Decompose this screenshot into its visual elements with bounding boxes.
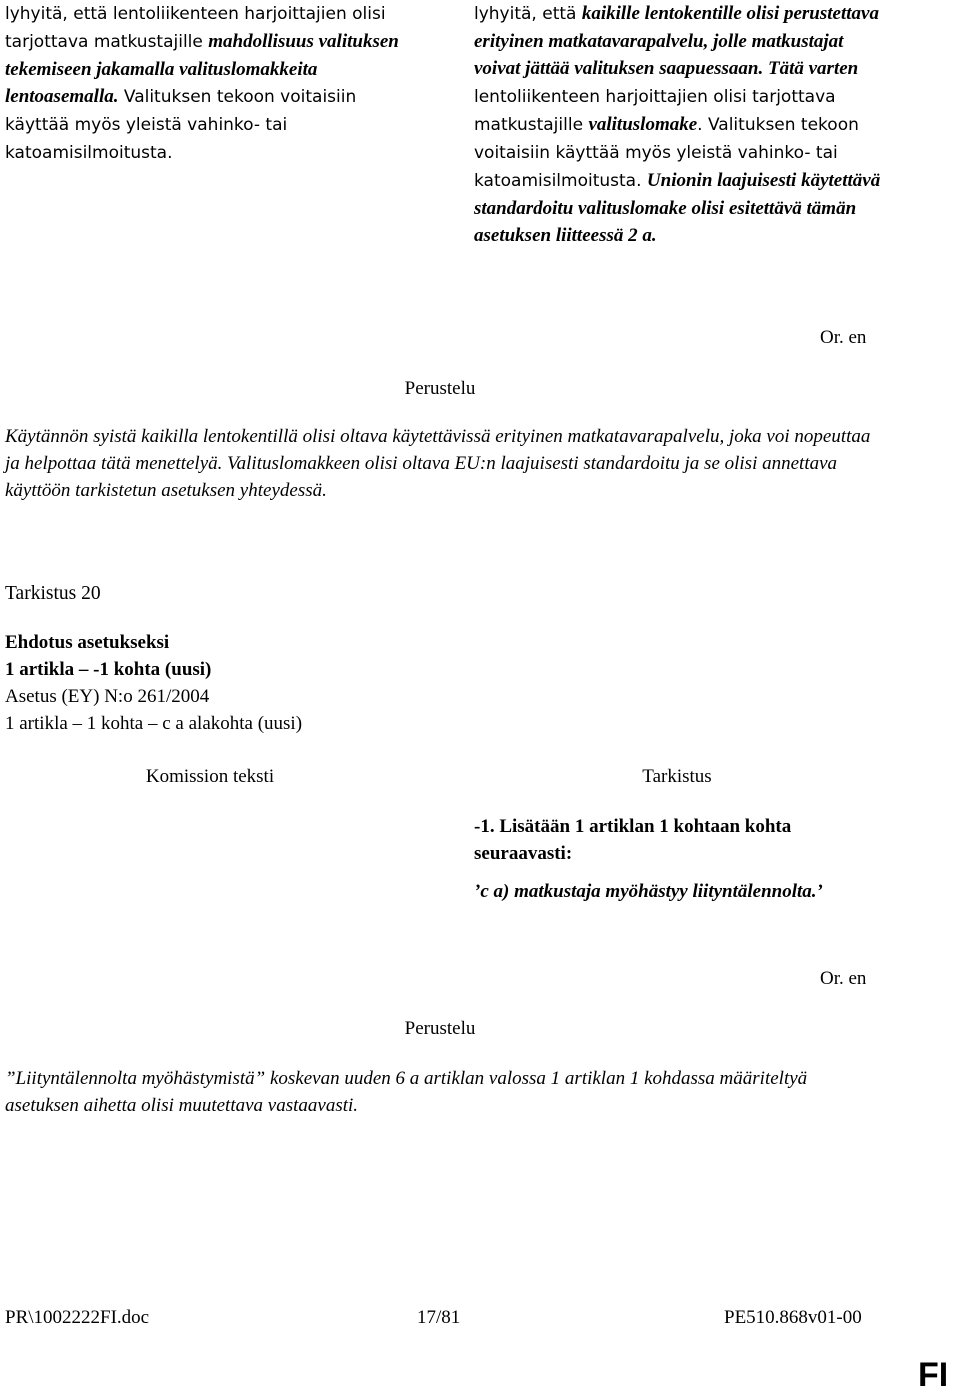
top-right-segment: . Valituksen tekoon voitaisiin käyttää myös yleistä vahinko- tai katoamisilmoitusta. [474,115,859,191]
justification-text-2: ”Liityntälennolta myöhästymistä” koskevan uuden 6 a artiklan valossa 1 artiklan 1 kohdassa määriteltyä asetuksen aihetta olisi muutettava vastaavasti. [5,1068,808,1116]
right-column-paragraph [474,0,894,249]
article-reference: 1 artikla – -1 kohta (uusi) [5,659,212,680]
justification-heading-2: Perustelu [404,1018,476,1039]
amendment-paragraph-2: ’c a) matkustaja myöhästyy liityntälennolta.’ [474,881,823,902]
justification-text: Käytännön syistä kaikilla lentokentillä olisi oltava käytettävissä erityinen matkatavarapalvelu, joka voi nopeuttaa ja helpottaa tätä menettelyä. Valituslomakkeen olisi oltava EU:n laajuisesti standardoitu ja se olisi annettava käyttöön tarkistetun asetuksen yhteydessä. [5,426,871,501]
proposal-title: Ehdotus asetukseksi [5,632,170,653]
left-column-text [5,0,415,167]
regulation-reference: Asetus (EY) N:o 261/2004 [5,686,210,707]
sub-article-reference: 1 artikla – 1 kohta – c a alakohta (uusi) [5,713,303,734]
top-left-segment: mahdollisuus valituksen tekemiseen jakamalla valituslomakkeita lentoasemalla. [5,31,399,107]
top-right-segment: lyhyitä, että [474,4,582,24]
top-left-segment: Valituksen tekoon voitaisiin käyttää myös yleistä vahinko- tai katoamisilmoitusta. [5,87,357,163]
footer-reference: PE510.868v01-00 [724,1307,862,1328]
footer-page-number: 17/81 [417,1307,461,1328]
top-right-segment: valituslomake [588,114,698,135]
right-column-text [474,0,894,249]
top-right-segment: Unionin laajuisesti käytettävä standardoitu valituslomake olisi esitettävä tämän asetuksen liitteessä 2 a. [474,170,881,246]
top-right-segment: kaikille lentokentille olisi perustettava erityinen matkatavarapalvelu, jolle matkustajat voivat jättää valituksen saapuessaan. Tätä varten [474,3,879,79]
amendment-header: Tarkistus [642,766,712,787]
commission-text-header: Komission teksti [145,766,275,787]
left-column-paragraph [5,0,415,167]
amendment-number: Tarkistus 20 [5,583,101,604]
original-language-note: Or. en [820,327,867,348]
language-code: FI [918,1356,949,1394]
original-language-note-2: Or. en [820,968,867,989]
footer-doc-id: PR\1002222FI.doc [5,1307,150,1328]
amendment-paragraph-1: -1. Lisätään 1 artiklan 1 kohtaan kohta seuraavasti: [474,816,792,864]
top-right-segment: lentoliikenteen harjoittajien olisi tarjottava matkustajille [474,87,836,135]
top-left-segment: lyhyitä, että lentoliikenteen harjoittajien olisi tarjottava matkustajille [5,4,386,52]
justification-heading: Perustelu [404,378,476,399]
